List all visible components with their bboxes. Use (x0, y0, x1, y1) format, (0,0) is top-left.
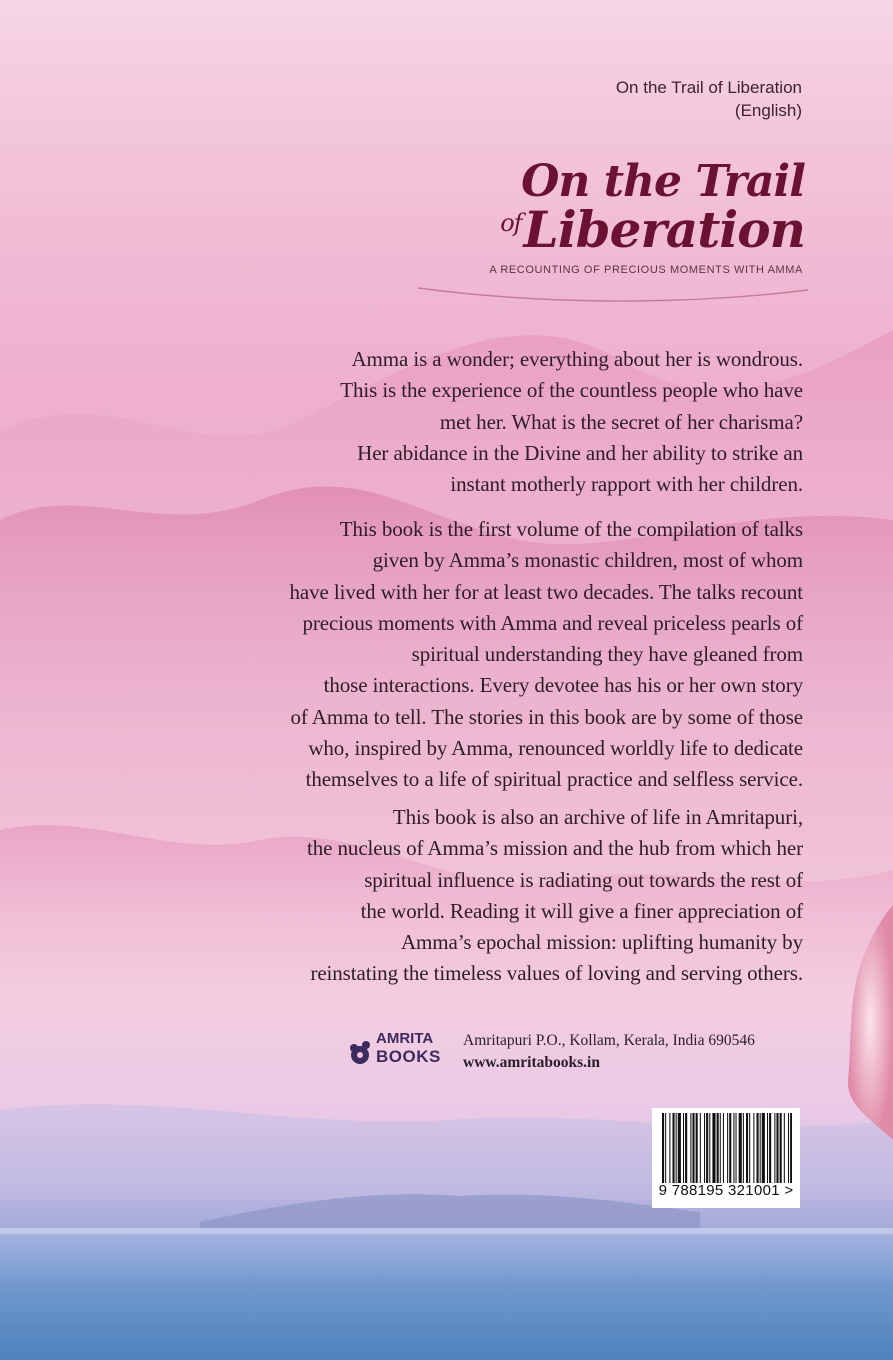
barcode-bar (784, 1113, 785, 1183)
barcode-bar (717, 1113, 719, 1183)
edition-title: On the Trail of Liberation (615, 78, 802, 97)
barcode-bar (767, 1113, 768, 1183)
barcode-bar (704, 1113, 705, 1183)
barcode-bar (746, 1113, 748, 1183)
decorative-swoosh (418, 284, 808, 306)
blurb-line: spiritual influence is radiating out towards the rest of (364, 867, 803, 892)
blurb-line: precious moments with Amma and reveal priceless pearls of (302, 610, 803, 635)
barcode-bar (776, 1113, 778, 1183)
barcode-bar (696, 1113, 698, 1183)
barcode-bar (736, 1113, 737, 1183)
barcode-bar (749, 1113, 750, 1183)
barcode-bar (665, 1113, 666, 1183)
blurb-line: given by Amma’s monastic children, most of whom (372, 548, 803, 573)
barcode-bar (727, 1113, 728, 1183)
edition-label (616, 76, 802, 122)
logo-word-books: BOOKS (376, 1047, 441, 1066)
barcode-bar (729, 1113, 731, 1183)
barcode-bar (706, 1113, 708, 1183)
barcode-bar (678, 1113, 681, 1183)
barcode-bar (760, 1113, 761, 1183)
publisher-info (463, 1030, 755, 1074)
barcode-bar (712, 1113, 715, 1183)
barcode-bar (739, 1113, 742, 1183)
blurb-line: who, inspired by Amma, renounced worldly life to dedicate (308, 736, 803, 761)
blurb-line: themselves to a life of spiritual practice and selfless service. (305, 767, 803, 792)
isbn-barcode (652, 1108, 800, 1208)
barcode-bar (673, 1113, 675, 1183)
barcode-bar (757, 1113, 759, 1183)
barcode-bar (676, 1113, 677, 1183)
blurb-line: the nucleus of Amma’s mission and the hub from which her (307, 836, 803, 861)
publisher-logo-text (376, 1030, 441, 1066)
title-line-1: On the Trail (521, 156, 805, 207)
barcode-bar (790, 1113, 792, 1183)
barcode-bar (769, 1113, 771, 1183)
blurb-paragraph-3 (307, 802, 803, 990)
barcode-bar (709, 1113, 710, 1183)
blurb-line: This book is the first volume of the compilation of talks (339, 517, 803, 541)
edition-language: (English) (734, 101, 802, 120)
barcode-bar (780, 1113, 782, 1183)
title-of: of (500, 209, 522, 237)
barcode-bar (669, 1113, 670, 1183)
blurb-line: Amma’s epochal mission: uplifting humanity by (400, 930, 803, 955)
blurb-line: Amma is a wonder; everything about her is wondrous. (351, 347, 803, 371)
blurb-line: spiritual understanding they have gleaned from (411, 642, 803, 667)
title-liberation: Liberation (523, 200, 805, 259)
barcode-bar (700, 1113, 701, 1183)
publisher-address: Amritapuri P.O., Kollam, Kerala, India 690546 (463, 1032, 755, 1049)
barcode-bar (788, 1113, 789, 1183)
blurb-line: instant motherly rapport with her children. (450, 472, 803, 497)
blurb-line: of Amma to tell. The stories in this book are by some of those (290, 704, 803, 729)
barcode-bar (723, 1113, 724, 1183)
barcode-bars (662, 1113, 792, 1183)
publisher-website: www.amritabooks.in (463, 1054, 600, 1071)
barcode-bar (762, 1113, 765, 1183)
title-line-2 (500, 202, 805, 267)
blurb-paragraph-2 (290, 514, 803, 796)
barcode-digits: 9 788195 321001 > (658, 1182, 794, 1199)
blurb-line: Her abidance in the Divine and her ability to strike an (357, 440, 803, 465)
blurb-line: have lived with her for at least two decades. The talks recount (289, 579, 803, 604)
barcode-bar (733, 1113, 734, 1183)
barcode-bar (743, 1113, 744, 1183)
barcode-bar (683, 1113, 684, 1183)
barcode-bar (753, 1113, 754, 1183)
book-title (500, 156, 805, 267)
barcode-bar (692, 1113, 694, 1183)
blurb-line: those interactions. Every devotee has his or her own story (323, 673, 803, 698)
book-subtitle: A RECOUNTING OF PRECIOUS MOMENTS WITH AMMA (489, 264, 803, 276)
blurb-line: This is the experience of the countless people who have (340, 378, 803, 403)
barcode-bar (662, 1113, 664, 1183)
barcode-bar (690, 1113, 691, 1183)
blurb-line: the world. Reading it will give a finer appreciation of (360, 898, 803, 923)
barcode-bar (685, 1113, 687, 1183)
logo-word-amrita: AMRITA (376, 1030, 434, 1047)
barcode-bar (774, 1113, 775, 1183)
blurb-line: This book is also an archive of life in Amritapuri, (392, 805, 803, 829)
blurb-line: reinstating the timeless values of loving and serving others. (310, 961, 803, 986)
blurb-line: met her. What is the secret of her charisma? (439, 409, 803, 434)
blurb-paragraph-1 (340, 344, 803, 500)
barcode-bar (720, 1113, 721, 1183)
